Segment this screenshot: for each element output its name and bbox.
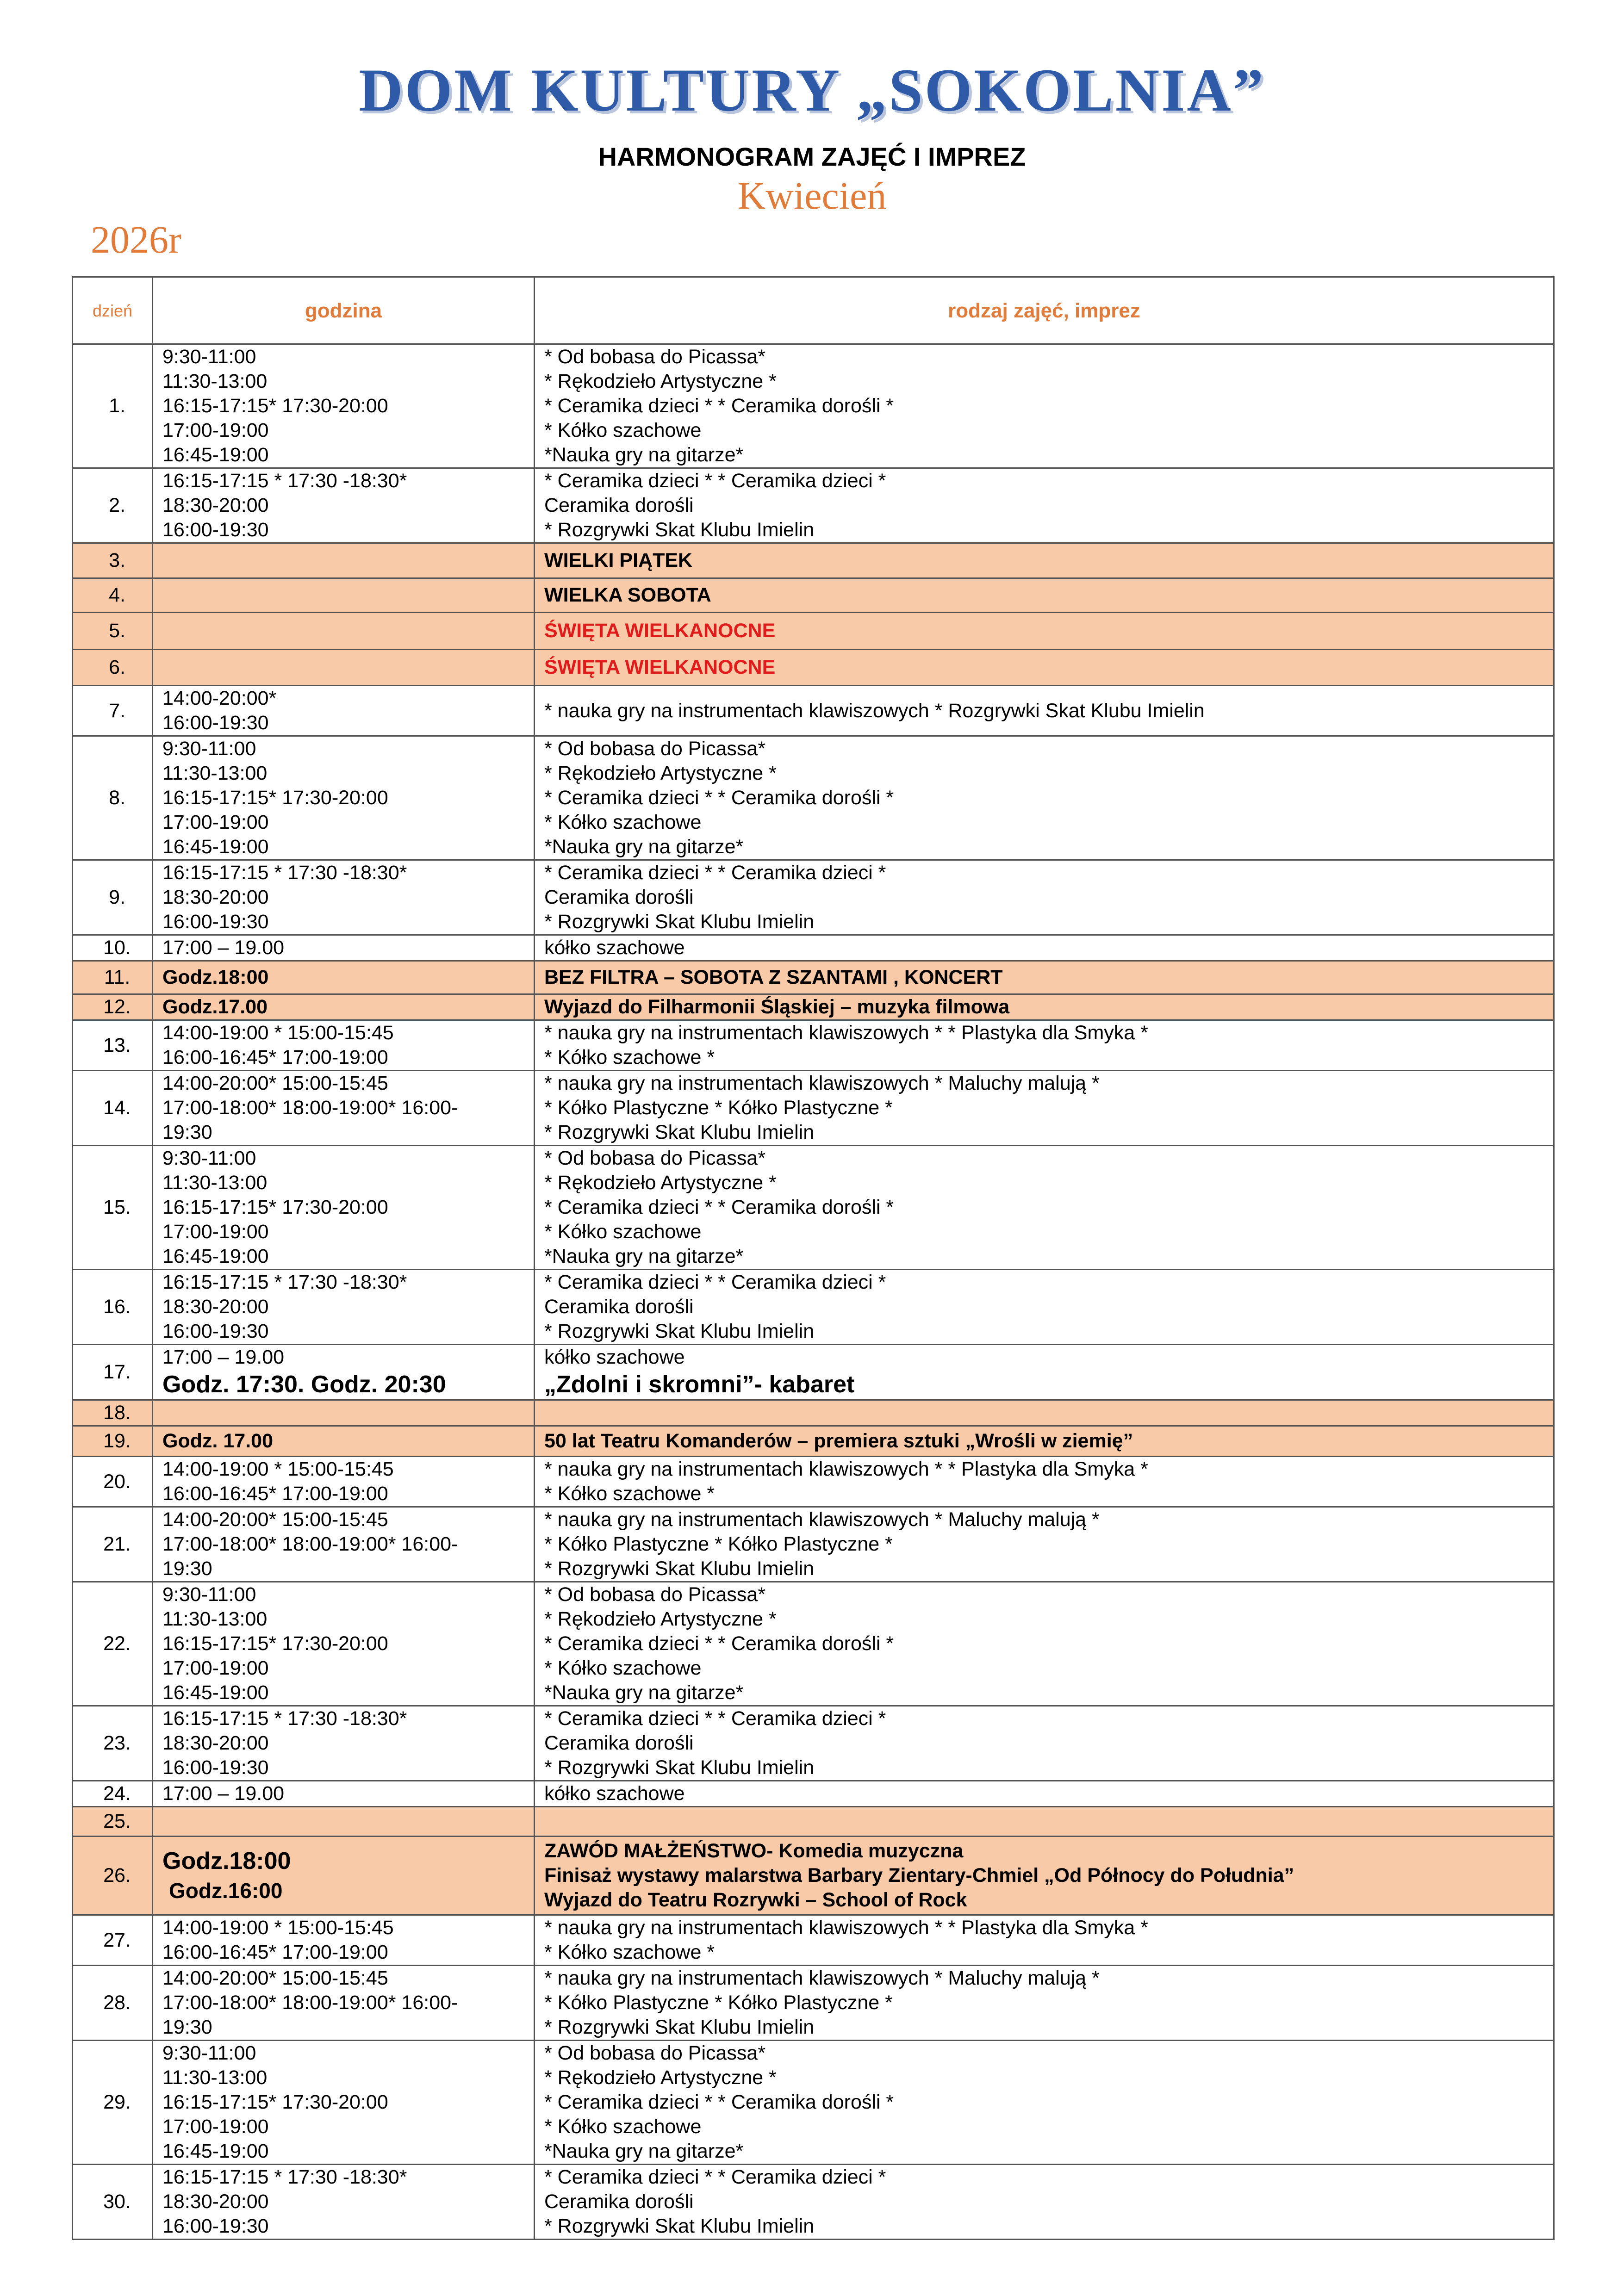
table-row <box>73 613 1554 650</box>
hour-line: 16:15-17:15 * 17:30 -18:30* <box>162 862 407 884</box>
hour-line: 11:30-13:00 <box>162 2066 268 2089</box>
hour-line: 17:00-19:00 <box>162 1221 269 1243</box>
table-row <box>73 1807 1554 1837</box>
activity-cell <box>535 578 1554 613</box>
activity-line: * Rękodzieło Artystyczne * <box>544 1172 777 1194</box>
activity-cell <box>535 736 1554 860</box>
hour-line: 18:30-20:00 <box>162 1732 269 1754</box>
hour-line: Godz.17.00 <box>162 996 268 1018</box>
activity-line: * Ceramika dzieci * * Ceramika dzieci * <box>544 1707 886 1730</box>
table-row <box>73 344 1554 468</box>
table-row <box>73 1426 1554 1457</box>
hour-line: 17:00-19:00 <box>162 419 269 441</box>
day-cell: 9. <box>73 860 153 935</box>
activity-line: Finisaż wystawy malarstwa Barbary Zientary-Chmiel „Od Północy do Południa” <box>544 1864 1294 1886</box>
table-row <box>73 1507 1554 1582</box>
activity-line: * Kółko szachowe * <box>544 1046 715 1068</box>
activity-cell <box>535 1426 1554 1457</box>
hour-line: 16:45-19:00 <box>162 2140 269 2162</box>
activity-line: *Nauka gry na gitarze* <box>544 2140 744 2162</box>
hour-line: Godz.16:00 <box>169 1878 283 1903</box>
hour-cell <box>153 1345 535 1400</box>
hour-cell <box>153 994 535 1020</box>
table-row <box>73 1781 1554 1807</box>
hour-line: 16:00-19:30 <box>162 2215 269 2237</box>
activity-cell <box>535 2165 1554 2240</box>
day-cell: 14. <box>73 1071 153 1146</box>
table-row <box>73 578 1554 613</box>
hour-line: 16:45-19:00 <box>162 1245 269 1267</box>
hour-line: 17:00-18:00* 18:00-19:00* 16:00- <box>162 1992 458 2014</box>
hour-line: 18:30-20:00 <box>162 1296 269 1318</box>
table-row <box>73 860 1554 935</box>
day-cell: 20. <box>73 1457 153 1507</box>
activity-line: ŚWIĘTA WIELKANOCNE <box>544 656 776 678</box>
day-cell: 4. <box>73 578 153 613</box>
table-row <box>73 650 1554 686</box>
activity-line: * Ceramika dzieci * * Ceramika dorośli * <box>544 1196 894 1218</box>
activity-line: * Rękodzieło Artystyczne * <box>544 762 777 784</box>
activity-line: Ceramika dorośli <box>544 2191 694 2213</box>
activity-line: * Kółko Plastyczne * Kółko Plastyczne * <box>544 1533 893 1555</box>
day-cell: 27. <box>73 1915 153 1966</box>
activity-line: * nauka gry na instrumentach klawiszowych * Maluchy malują * <box>544 1967 1100 1989</box>
day-cell: 12. <box>73 994 153 1020</box>
day-cell: 21. <box>73 1507 153 1582</box>
day-cell: 26. <box>73 1837 153 1915</box>
table-row <box>73 1706 1554 1781</box>
activity-line: * Ceramika dzieci * * Ceramika dzieci * <box>544 1271 886 1293</box>
hour-line: 14:00-19:00 * 15:00-15:45 <box>162 1458 394 1480</box>
table-row <box>73 2041 1554 2165</box>
activity-cell <box>535 1270 1554 1345</box>
hour-cell <box>153 1457 535 1507</box>
activity-line: * Ceramika dzieci * * Ceramika dzieci * <box>544 470 886 492</box>
hour-line: 17:00-19:00 <box>162 811 269 833</box>
activity-line: * Kółko szachowe <box>544 1657 702 1679</box>
hour-cell <box>153 1706 535 1781</box>
hour-cell <box>153 935 535 961</box>
day-cell: 29. <box>73 2041 153 2165</box>
table-row <box>73 1146 1554 1270</box>
hour-line: 14:00-19:00 * 15:00-15:45 <box>162 1022 394 1044</box>
schedule-body <box>73 344 1554 2240</box>
activity-cell <box>535 613 1554 650</box>
table-row <box>73 935 1554 961</box>
activity-line: * Rozgrywki Skat Klubu Imielin <box>544 2215 815 2237</box>
activity-line: * Rękodzieło Artystyczne * <box>544 1608 777 1630</box>
activity-line: * Rozgrywki Skat Klubu Imielin <box>544 1121 815 1143</box>
day-cell: 22. <box>73 1582 153 1706</box>
hour-line: 18:30-20:00 <box>162 886 269 908</box>
activity-cell <box>535 1507 1554 1582</box>
activity-line: * Kółko szachowe <box>544 419 702 441</box>
hour-cell <box>153 1807 535 1837</box>
activity-cell <box>535 1345 1554 1400</box>
activity-line: * Kółko Plastyczne * Kółko Plastyczne * <box>544 1992 893 2014</box>
activity-line: * Ceramika dzieci * * Ceramika dorośli * <box>544 787 894 809</box>
hour-line: 11:30-13:00 <box>162 370 268 392</box>
activity-line: * Ceramika dzieci * * Ceramika dorośli * <box>544 395 894 417</box>
hour-cell <box>153 1966 535 2041</box>
activity-line: * Rozgrywki Skat Klubu Imielin <box>544 911 815 933</box>
table-row <box>73 1457 1554 1507</box>
hour-line: 16:15-17:15* 17:30-20:00 <box>162 2091 388 2113</box>
hour-line: 14:00-20:00* 15:00-15:45 <box>162 1072 388 1094</box>
activity-line: *Nauka gry na gitarze* <box>544 1245 744 1267</box>
activity-line: ZAWÓD MAŁŻEŃSTWO- Komedia muzyczna <box>544 1840 964 1862</box>
hour-line: 19:30 <box>162 1558 212 1580</box>
hour-line: 16:15-17:15* 17:30-20:00 <box>162 1632 388 1655</box>
hour-line: 16:15-17:15 * 17:30 -18:30* <box>162 1271 407 1293</box>
hour-cell <box>153 736 535 860</box>
activity-cell <box>535 1582 1554 1706</box>
activity-cell <box>535 1966 1554 2041</box>
month-label: Kwiecień <box>737 174 887 217</box>
activity-line: Wyjazd do Filharmonii Śląskiej – muzyka filmowa <box>544 996 1010 1018</box>
activity-line: * Kółko szachowe <box>544 811 702 833</box>
activity-line: Ceramika dorośli <box>544 1732 694 1754</box>
activity-line: * Ceramika dzieci * * Ceramika dorośli * <box>544 1632 894 1655</box>
activity-line: Wyjazd do Teatru Rozrywki – School of Rock <box>544 1889 967 1911</box>
hour-line: 16:15-17:15 * 17:30 -18:30* <box>162 2166 407 2188</box>
hour-cell <box>153 2165 535 2240</box>
day-cell: 18. <box>73 1400 153 1426</box>
hour-line: 17:00-19:00 <box>162 1657 269 1679</box>
hour-line: 14:00-20:00* <box>162 687 277 709</box>
activity-cell <box>535 1146 1554 1270</box>
activity-line: kółko szachowe <box>544 1346 685 1368</box>
schedule-table <box>72 276 1555 2240</box>
activity-line: * Od bobasa do Picassa* <box>544 346 766 368</box>
hour-line: 11:30-13:00 <box>162 1172 268 1194</box>
hour-cell <box>153 1146 535 1270</box>
activity-line: * Ceramika dzieci * * Ceramika dzieci * <box>544 2166 886 2188</box>
activity-line: „Zdolni i skromni”- kabaret <box>544 1371 855 1398</box>
hour-cell <box>153 1582 535 1706</box>
activity-line: BEZ FILTRA – SOBOTA Z SZANTAMI , KONCERT <box>544 966 1003 988</box>
activity-line: * Od bobasa do Picassa* <box>544 738 766 760</box>
activity-line: * Kółko szachowe * <box>544 1941 715 1963</box>
activity-line: kółko szachowe <box>544 937 685 959</box>
hour-line: 17:00 – 19.00 <box>162 1782 285 1805</box>
hour-line: 16:15-17:15* 17:30-20:00 <box>162 395 388 417</box>
day-cell: 5. <box>73 613 153 650</box>
hour-cell <box>153 1837 535 1915</box>
hour-cell <box>153 468 535 543</box>
hour-cell <box>153 613 535 650</box>
table-row <box>73 1837 1554 1915</box>
hour-cell <box>153 344 535 468</box>
table-row <box>73 1020 1554 1071</box>
activity-cell <box>535 686 1554 736</box>
hour-line: 17:00-19:00 <box>162 2116 269 2138</box>
hour-line: 17:00-18:00* 18:00-19:00* 16:00- <box>162 1097 458 1119</box>
day-cell: 16. <box>73 1270 153 1345</box>
day-cell: 25. <box>73 1807 153 1837</box>
activity-line: * Od bobasa do Picassa* <box>544 1147 766 1169</box>
hour-cell <box>153 860 535 935</box>
activity-line: * Kółko Plastyczne * Kółko Plastyczne * <box>544 1097 893 1119</box>
activity-line: * Rozgrywki Skat Klubu Imielin <box>544 2016 815 2038</box>
hour-line: 16:00-16:45* 17:00-19:00 <box>162 1483 388 1505</box>
table-row <box>73 686 1554 736</box>
activity-line: * Kółko szachowe * <box>544 1483 715 1505</box>
activity-cell <box>535 961 1554 994</box>
hour-line: Godz. 17:30. Godz. 20:30 <box>162 1371 446 1398</box>
day-cell: 6. <box>73 650 153 686</box>
activity-cell <box>535 468 1554 543</box>
activity-line: Ceramika dorośli <box>544 1296 694 1318</box>
hour-cell <box>153 2041 535 2165</box>
activity-cell <box>535 2041 1554 2165</box>
day-cell: 8. <box>73 736 153 860</box>
table-row <box>73 994 1554 1020</box>
day-cell: 19. <box>73 1426 153 1457</box>
activity-cell <box>535 1071 1554 1146</box>
activity-cell <box>535 1837 1554 1915</box>
hour-line: 9:30-11:00 <box>162 2042 256 2064</box>
hour-line: 16:45-19:00 <box>162 444 269 466</box>
hour-cell <box>153 650 535 686</box>
hour-line: 16:00-19:30 <box>162 1756 269 1779</box>
day-cell: 11. <box>73 961 153 994</box>
hour-line: 14:00-19:00 * 15:00-15:45 <box>162 1917 394 1939</box>
activity-line: Ceramika dorośli <box>544 494 694 516</box>
header-day: dzień <box>73 277 153 344</box>
activity-cell <box>535 994 1554 1020</box>
activity-cell <box>535 1781 1554 1807</box>
hour-cell <box>153 1071 535 1146</box>
activity-cell <box>535 1706 1554 1781</box>
hour-cell <box>153 1915 535 1966</box>
hour-cell <box>153 578 535 613</box>
activity-line: WIELKI PIĄTEK <box>544 549 693 571</box>
table-row <box>73 1915 1554 1966</box>
activity-line: * Rozgrywki Skat Klubu Imielin <box>544 1320 815 1342</box>
activity-line: * Rozgrywki Skat Klubu Imielin <box>544 1558 815 1580</box>
activity-line: * Rękodzieło Artystyczne * <box>544 370 777 392</box>
table-row <box>73 2165 1554 2240</box>
hour-line: 16:45-19:00 <box>162 1682 269 1704</box>
hour-cell <box>153 1270 535 1345</box>
table-row <box>73 1270 1554 1345</box>
hour-line: 16:15-17:15* 17:30-20:00 <box>162 787 388 809</box>
hour-line: Godz. 17.00 <box>162 1430 273 1452</box>
hour-line: 16:00-16:45* 17:00-19:00 <box>162 1941 388 1963</box>
activity-line: * nauka gry na instrumentach klawiszowych * Maluchy malują * <box>544 1508 1100 1531</box>
hour-line: 17:00-18:00* 18:00-19:00* 16:00- <box>162 1533 458 1555</box>
hour-line: 19:30 <box>162 1121 212 1143</box>
table-header-row <box>73 277 1554 344</box>
table-row <box>73 1582 1554 1706</box>
table-row <box>73 1345 1554 1400</box>
hour-line: 11:30-13:00 <box>162 762 268 784</box>
activity-line: * Od bobasa do Picassa* <box>544 2042 766 2064</box>
day-cell: 10. <box>73 935 153 961</box>
table-row <box>73 736 1554 860</box>
hour-line: 16:00-19:30 <box>162 712 269 734</box>
activity-line: Ceramika dorośli <box>544 886 694 908</box>
activity-line: kółko szachowe <box>544 1782 685 1805</box>
hour-line: 17:00 – 19.00 <box>162 937 285 959</box>
hour-cell <box>153 686 535 736</box>
hour-line: 14:00-20:00* 15:00-15:45 <box>162 1967 388 1989</box>
activity-cell <box>535 650 1554 686</box>
hour-line: 9:30-11:00 <box>162 346 256 368</box>
activity-line: ŚWIĘTA WIELKANOCNE <box>544 620 776 642</box>
activity-line: * Ceramika dzieci * * Ceramika dzieci * <box>544 862 886 884</box>
day-cell: 24. <box>73 1781 153 1807</box>
hour-line: Godz.18:00 <box>162 966 269 988</box>
activity-line: * Od bobasa do Picassa* <box>544 1583 766 1606</box>
hour-line: 16:15-17:15* 17:30-20:00 <box>162 1196 388 1218</box>
day-cell: 3. <box>73 543 153 578</box>
hour-line: 9:30-11:00 <box>162 738 256 760</box>
activity-line: * Rozgrywki Skat Klubu Imielin <box>544 1756 815 1779</box>
page-subtitle: HARMONOGRAM ZAJĘĆ I IMPREZ <box>598 142 1026 171</box>
hour-line: 9:30-11:00 <box>162 1147 256 1169</box>
activity-line: *Nauka gry na gitarze* <box>544 1682 744 1704</box>
hour-line: 16:00-19:30 <box>162 519 269 541</box>
activity-line: * nauka gry na instrumentach klawiszowych * * Plastyka dla Smyka * <box>544 1022 1148 1044</box>
activity-line: * Rozgrywki Skat Klubu Imielin <box>544 519 815 541</box>
hour-line: 19:30 <box>162 2016 212 2038</box>
hour-cell <box>153 961 535 994</box>
activity-cell <box>535 1807 1554 1837</box>
activity-line: * Kółko szachowe <box>544 1221 702 1243</box>
hour-line: 16:00-19:30 <box>162 911 269 933</box>
hour-line: 16:00-19:30 <box>162 1320 269 1342</box>
table-row <box>73 1400 1554 1426</box>
activity-cell <box>535 1457 1554 1507</box>
hour-line: 16:15-17:15 * 17:30 -18:30* <box>162 470 407 492</box>
table-row <box>73 1966 1554 2041</box>
activity-line: *Nauka gry na gitarze* <box>544 836 744 858</box>
activity-line: * Kółko szachowe <box>544 2116 702 2138</box>
activity-line: * nauka gry na instrumentach klawiszowych * Maluchy malują * <box>544 1072 1100 1094</box>
hour-cell <box>153 1781 535 1807</box>
page-title: DOM KULTURY „SOKOLNIA” <box>359 56 1265 124</box>
hour-line: 18:30-20:00 <box>162 494 269 516</box>
table-row <box>73 1071 1554 1146</box>
activity-line: 50 lat Teatru Komanderów – premiera sztuki „Wrośli w ziemię” <box>544 1430 1133 1452</box>
day-cell: 23. <box>73 1706 153 1781</box>
day-cell: 30. <box>73 2165 153 2240</box>
activity-line: * nauka gry na instrumentach klawiszowych * Rozgrywki Skat Klubu Imielin <box>544 699 1205 722</box>
activity-line: *Nauka gry na gitarze* <box>544 444 744 466</box>
hour-line: Godz.18:00 <box>162 1847 291 1874</box>
day-cell: 2. <box>73 468 153 543</box>
activity-line: * nauka gry na instrumentach klawiszowych * * Plastyka dla Smyka * <box>544 1917 1148 1939</box>
activity-cell <box>535 1915 1554 1966</box>
activity-line: * Ceramika dzieci * * Ceramika dorośli * <box>544 2091 894 2113</box>
activity-line: * Rękodzieło Artystyczne * <box>544 2066 777 2089</box>
header-hour: godzina <box>153 277 535 344</box>
activity-cell <box>535 935 1554 961</box>
hour-line: 11:30-13:00 <box>162 1608 268 1630</box>
activity-line: WIELKA SOBOTA <box>544 584 711 606</box>
table-row <box>73 543 1554 578</box>
activity-line: * nauka gry na instrumentach klawiszowych * * Plastyka dla Smyka * <box>544 1458 1148 1480</box>
year-label: 2026r <box>91 218 181 261</box>
activity-cell <box>535 543 1554 578</box>
hour-line: 18:30-20:00 <box>162 2191 269 2213</box>
hour-cell <box>153 1400 535 1426</box>
activity-cell <box>535 344 1554 468</box>
hour-line: 9:30-11:00 <box>162 1583 256 1606</box>
hour-line: 16:45-19:00 <box>162 836 269 858</box>
table-row <box>73 468 1554 543</box>
hour-cell <box>153 1020 535 1071</box>
day-cell: 1. <box>73 344 153 468</box>
day-cell: 7. <box>73 686 153 736</box>
activity-cell <box>535 1020 1554 1071</box>
hour-line: 14:00-20:00* 15:00-15:45 <box>162 1508 388 1531</box>
hour-cell <box>153 1426 535 1457</box>
day-cell: 13. <box>73 1020 153 1071</box>
hour-line: 16:15-17:15 * 17:30 -18:30* <box>162 1707 407 1730</box>
day-cell: 17. <box>73 1345 153 1400</box>
hour-line: 17:00 – 19.00 <box>162 1346 285 1368</box>
activity-cell <box>535 1400 1554 1426</box>
hour-cell <box>153 543 535 578</box>
header-activity: rodzaj zajęć, imprez <box>535 277 1554 344</box>
hour-line: 16:00-16:45* 17:00-19:00 <box>162 1046 388 1068</box>
activity-cell <box>535 860 1554 935</box>
hour-cell <box>153 1507 535 1582</box>
day-cell: 28. <box>73 1966 153 2041</box>
table-row <box>73 961 1554 994</box>
day-cell: 15. <box>73 1146 153 1270</box>
